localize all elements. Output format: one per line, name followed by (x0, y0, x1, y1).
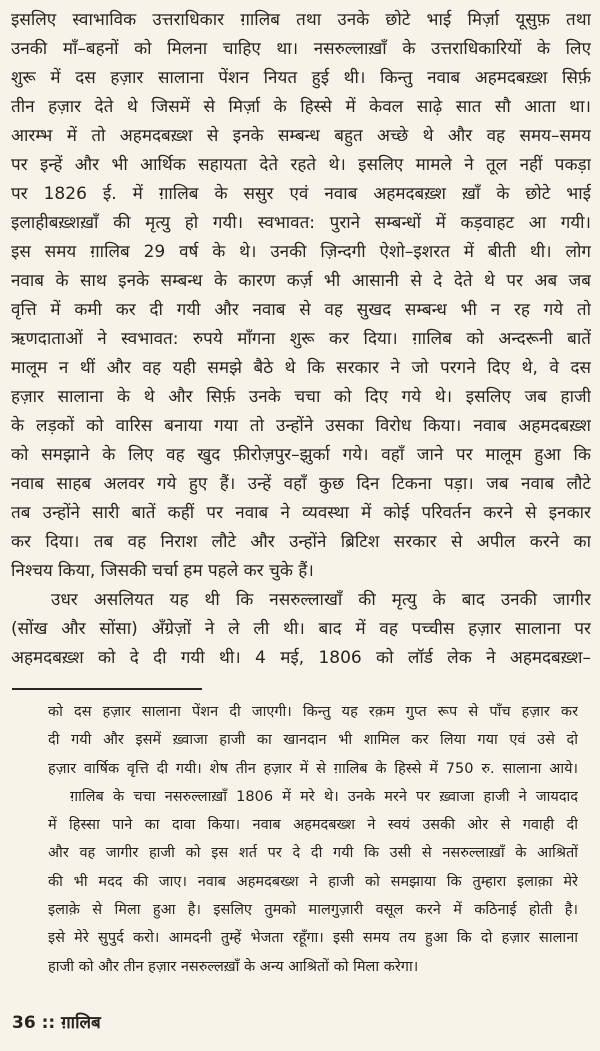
text-line: नवाब साहब अलवर गये हुए हैं। उन्हें वहाँ कुछ दिन टिकना पड़ा। जब नवाब लौटे (11, 474, 591, 494)
footnote-line: दी गयी और इसमें ख़्वाजा हाजी का खानदान भी शामिल कर लिया गया एवं उसे दो (48, 732, 578, 749)
text-line: नवाब के साथ इनके सम्बन्ध के कारण कर्ज़ भी आसानी से दे देते थे पर अब जब (11, 271, 591, 291)
text-line: के लड़कों को वारिस बनाया गया तो उन्होंने उसका विरोध किया। नवाब अहमदबख़्श (11, 416, 591, 436)
body-text (11, 6, 591, 673)
text-line: इलाहीबख़्शख़ाँ की मृत्यु हो गयी। स्वभावत: पुराने सम्बन्धों में कड़वाहट आ गयी। (11, 213, 591, 233)
text-line: तब उन्होंने सारी बातें कहीं पर नवाब ने व्यवस्था में कोई परिवर्तन करने से इनकार (11, 503, 591, 523)
text-line: हज़ार सालाना के थे और सिर्फ़ उनके चचा को दिए गये थे। इसलिए जब हाजी (11, 387, 591, 407)
text-line: वृत्ति में कमी कर दी गयी और नवाब से वह सुखद सम्बन्ध भी न रह गये तो (11, 300, 591, 320)
footnote-line: इलाक़े से मिला हुआ है। इसलिए तुमको मालगुज़ारी वसूल करने में कठिनाई होती है। (48, 902, 578, 919)
footnote-line: हाजी को और तीन हज़ार नसरुल्लख़ाँ के अन्य आश्रितों को मिला करेगा। (48, 958, 419, 975)
text-line: इस समय ग़ालिब 29 वर्ष के थे। उनकी ज़िन्दगी ऐशो–इशरत में बीती थी। लोग (11, 242, 591, 262)
text-line: तीन हज़ार देते थे जिसमें से मिर्ज़ा के हिस्से में केवल साढ़े सात सौ आता था। (11, 97, 591, 117)
text-line: (सोंख और सोंसा) अँग्रेज़ों ने ले ली थी। बाद में वह पच्चीस हज़ार सालाना पर (11, 619, 591, 639)
text-line: ऋणदाताओं ने स्वभावत: रुपये माँगना शुरू कर दिया। ग़ालिब को अन्दरूनी बातें (11, 329, 591, 349)
text-line: आरम्भ में तो अहमदबख़्श से इनके सम्बन्ध बहुत अच्छे थे और वह समय–समय (11, 126, 591, 146)
footnote-divider (12, 688, 202, 690)
footnote-line: को दस हज़ार सालाना पेंशन दी जाएगी। किन्तु यह रक़म गुप्त रूप से पाँच हज़ार कर (48, 704, 578, 720)
footnote-line: में हिस्सा पाने का दावा किया। नवाब अहमदबख्श ने स्वयं उसकी ओर से गवाही दी (48, 817, 578, 834)
text-line: को समझाने के लिए वह खुद फ़ीरोज़पुर–झुर्का गये। वहाँ जाने पर मालूम हुआ कि (11, 445, 591, 465)
footnote-line: हज़ार वार्षिक वृत्ति दी गयी। शेष तीन हज़ार में से ग़ालिब के हिस्से में 750 रु. सालाना आये। (48, 760, 578, 777)
footnote (48, 698, 578, 981)
footnote-line: इसे मेरे सुपुर्द करो। आमदनी तुम्हें भेजता रहूँगा। इसी समय तय हुआ कि दो हज़ार सालाना (48, 930, 578, 947)
text-line: उनकी माँ–बहनों को मिलना चाहिए था। नसरुल्लाख़ाँ के उत्तराधिकारियों के लिए (11, 39, 591, 59)
text-line: उधर असलियत यह थी कि नसरुल्लाखाँ की मृत्यु के बाद उनकी जागीर (51, 590, 591, 610)
text-line: मालूम न थीं और वह यही समझे बैठे थे कि सरकार ने जो परगने दिए थे, वे दस (11, 358, 591, 378)
text-line: अहमदबख़्श को दे दी गयी थी। 4 मई, 1806 को लॉर्ड लेक ने अहमदबख़्श– (11, 648, 591, 668)
text-line: शुरू में दस हज़ार सालाना पेंशन नियत हुई थी। किन्तु नवाब अहमदबख़्श सिर्फ़ (11, 68, 591, 88)
text-line: पर इन्हें और भी आर्थिक सहायता देते रहते थे। इसलिए मामले ने तूल नहीं पकड़ा (11, 155, 591, 175)
text-line: इसलिए स्वाभाविक उत्तराधिकार ग़ालिब तथा उनके छोटे भाई मिर्ज़ा यूसुफ़ तथा (11, 10, 591, 30)
text-line: कर दिया। तब वह निराश लौटे और उन्होंने ब्रिटिश सरकार से अपील करने का (11, 532, 591, 552)
footnote-line: और वह जागीर हाजी को इस शर्त पर दे दी गयी कि उसी से नसरुल्लाख़ाँ के आश्रितों (48, 845, 578, 862)
text-line: निश्चय किया, जिसकी चर्चा हम पहले कर चुके हैं। (11, 561, 314, 581)
page-footer: 36 :: ग़ालिब (12, 1013, 101, 1033)
text-line: पर 1826 ई. में ग़ालिब के ससुर एवं नवाब अहमदबख़्श ख़ाँ के छोटे भाई (11, 184, 591, 204)
footnote-line: ग़ालिब के चचा नसरुल्लाख़ाँ 1806 में मरे थे। उनके मरने पर ख़्वाजा हाजी ने जायदाद (70, 788, 578, 805)
footnote-line: की भी मदद की जाए। नवाब अहमदबख्श ने हाजी को समझाया कि तुम्हारा इलाक़ा मेरे (48, 873, 578, 890)
